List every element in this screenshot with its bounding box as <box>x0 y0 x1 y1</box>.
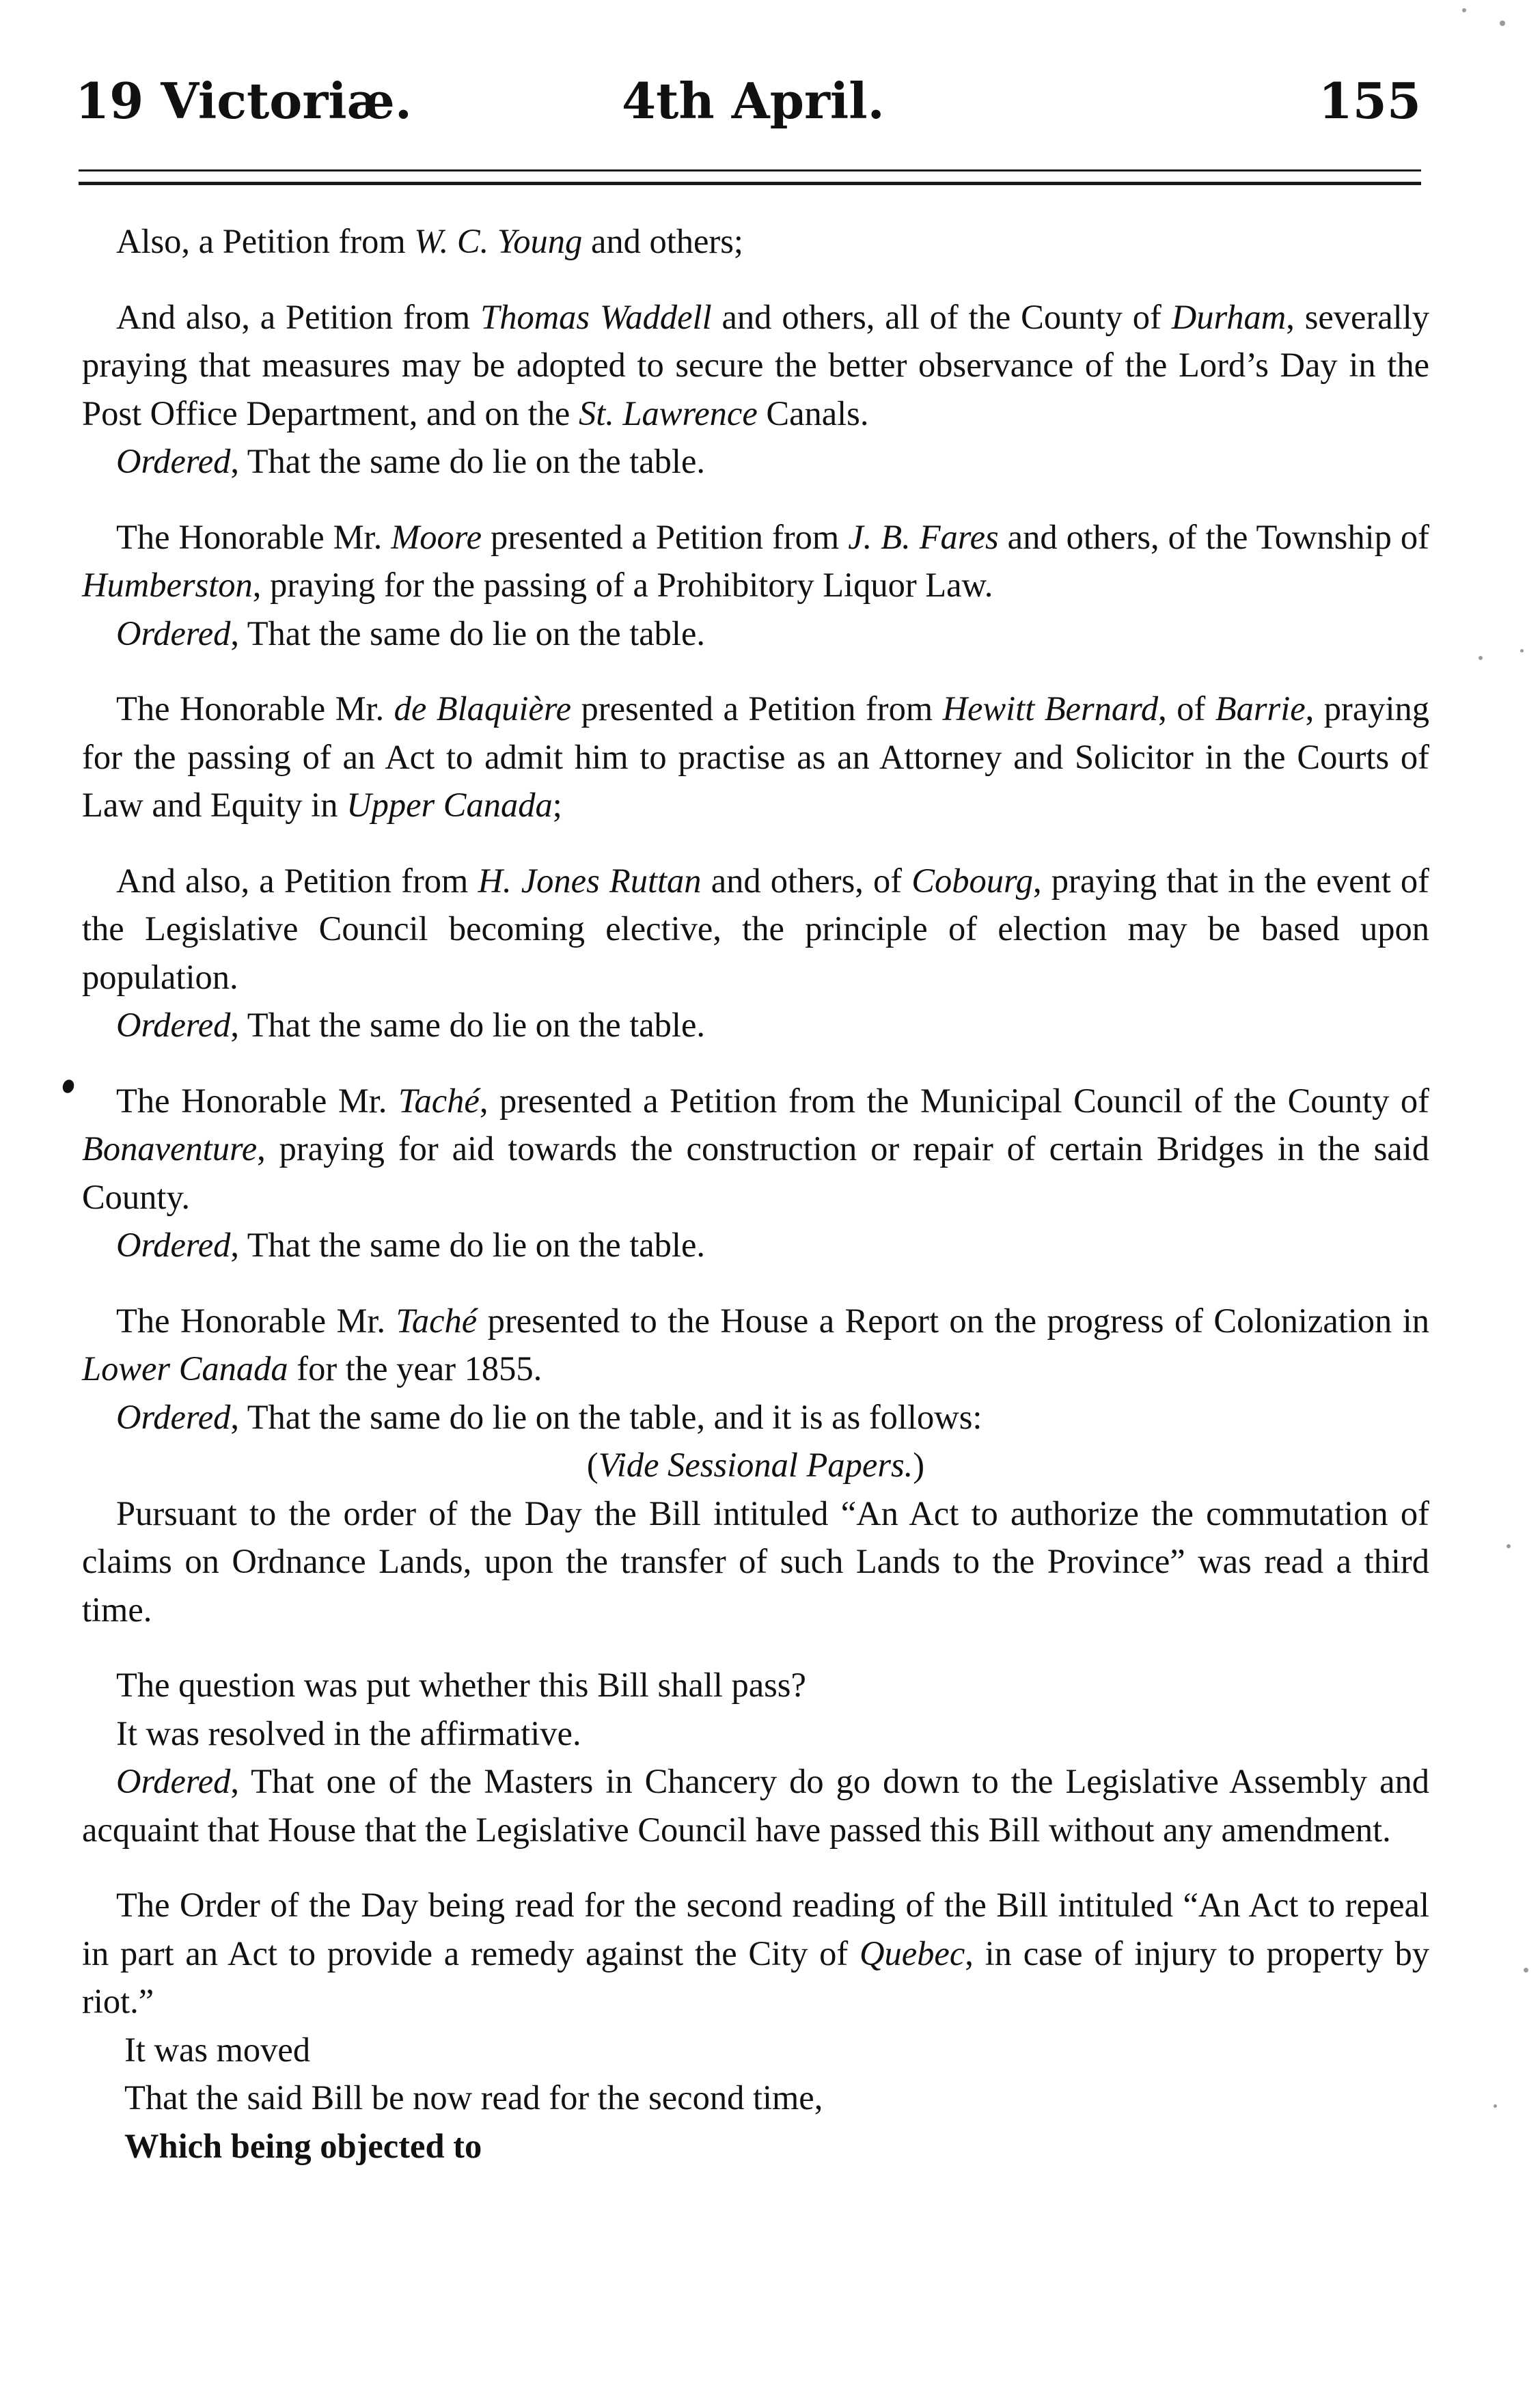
report-paragraph: The Honorable Mr. Taché presented to the House a Report on the progress of Colonization in Lower Canada for the year 1855. <box>82 1301 1429 1388</box>
petition-paragraph: The Honorable Mr. Taché, presented a Petition from the Municipal Council of the County of Bonaventure, praying for aid towards the construction or repair of certain Bridges in the said County. <box>82 1081 1429 1216</box>
scan-speck <box>1494 2104 1497 2108</box>
page-number: 155 <box>1318 72 1421 130</box>
scan-speck <box>1507 1544 1511 1548</box>
bill-paragraph: The Order of the Day being read for the second reading of the Bill intituled “An Act to repeal in part an Act to provide a remedy against the City of Quebec, in case of injury to property by riot.” <box>82 1886 1430 2020</box>
header-rule-thick <box>79 182 1421 185</box>
motion-line: That the said Bill be now read for the second time, <box>124 2078 823 2117</box>
margin-ink-dot <box>61 1078 76 1095</box>
journal-body <box>82 217 1429 2170</box>
vide-sessional-papers: (Vide Sessional Papers.) <box>586 1446 925 1484</box>
scan-speck <box>1479 656 1483 660</box>
order-paragraph: Ordered, That the same do lie on the table. <box>116 1006 706 1044</box>
date-heading: 4th April. <box>622 72 885 130</box>
scan-speck <box>1500 20 1505 26</box>
motion-line: It was moved <box>124 2030 311 2069</box>
page-header <box>75 60 1421 142</box>
header-rule-thin <box>79 169 1421 171</box>
petition-paragraph: And also, a Petition from Thomas Waddell and others, all of the County of Durham, severally praying that measures may be adopted to secure the better observance of the Lord’s Day in the Post Office Department, and on the St. Lawrence Canals. <box>82 297 1429 432</box>
order-paragraph: Ordered, That the same do lie on the table. <box>116 1226 706 1264</box>
petition-paragraph: Also, a Petition from W. C. Young and others; <box>116 222 743 260</box>
petition-paragraph: The Honorable Mr. de Blaquière presented a Petition from Hewitt Bernard, of Barrie, praying for the passing of an Act to admit him to practise as an Attorney and Solicitor in the Courts of Law and Equity in Upper Canada; <box>82 689 1430 824</box>
resolution-paragraph: It was resolved in the affirmative. <box>116 1714 581 1753</box>
scan-speck <box>1462 8 1466 12</box>
session-title: 19 Victoriæ. <box>75 72 412 130</box>
scan-speck <box>1520 649 1524 652</box>
order-paragraph: Ordered, That the same do lie on the table. <box>116 442 706 480</box>
bill-paragraph: Pursuant to the order of the Day the Bill intituled “An Act to authorize the commutation of claims on Ordnance Lands, upon the transfer of such Lands to the Province” was read a third time. <box>82 1494 1429 1629</box>
order-paragraph: Ordered, That one of the Masters in Chancery do go down to the Legislative Assembly and acquaint that House that the Legislative Council have passed this Bill without any amendment. <box>82 1762 1429 1849</box>
petition-paragraph: And also, a Petition from H. Jones Ruttan and others, of Cobourg, praying that in the event of the Legislative Council becoming elective, the principle of election may be based upon population. <box>82 861 1430 996</box>
question-paragraph: The question was put whether this Bill shall pass? <box>116 1666 806 1704</box>
scan-speck <box>1524 1968 1528 1973</box>
order-paragraph: Ordered, That the same do lie on the table. <box>116 614 706 652</box>
motion-line: Which being objected to <box>124 2126 482 2165</box>
petition-paragraph: The Honorable Mr. Moore presented a Petition from J. B. Fares and others, of the Township of Humberston, praying for the passing of a Prohibitory Liquor Law. <box>82 517 1429 604</box>
order-paragraph: Ordered, That the same do lie on the table, and it is as follows: <box>116 1397 982 1436</box>
